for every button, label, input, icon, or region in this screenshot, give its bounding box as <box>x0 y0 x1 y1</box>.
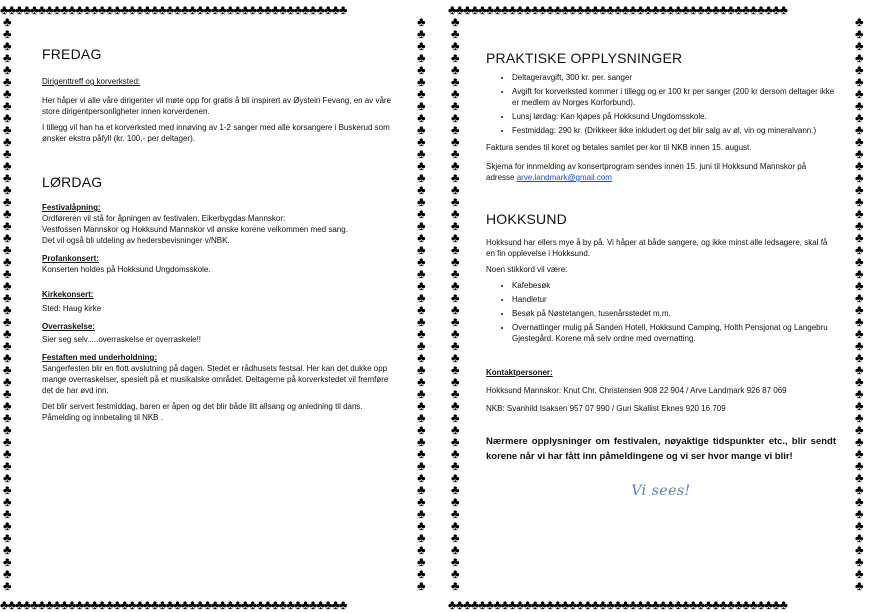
skjema-text <box>486 161 836 183</box>
kontakt-line-1: Hokksund Mannskor: Knut Chr. Christensen 908 22 904 / Arve Landmark 926 87 069 <box>486 386 787 395</box>
decorative-border-left: ♣♣♣♣♣♣♣♣♣♣♣♣♣♣♣♣♣♣♣♣♣♣♣♣♣♣♣♣♣♣♣♣♣♣♣♣♣♣♣♣♣♣♣♣♣♣♣♣ <box>451 16 460 593</box>
faktura-text: Faktura sendes til koret og betales samlet per kor til NKB innen 15. august. <box>486 143 752 152</box>
decorative-border-right: ♣♣♣♣♣♣♣♣♣♣♣♣♣♣♣♣♣♣♣♣♣♣♣♣♣♣♣♣♣♣♣♣♣♣♣♣♣♣♣♣♣♣♣♣♣♣♣♣ <box>855 16 864 593</box>
sub-festaften: Festaften med underholdning: <box>42 353 158 362</box>
festaften-text-2: Det blir servert festmiddag, baren er åpen og det blir både litt allsang og anledning til dans. Påmelding og innbetaling til NKB . <box>42 402 363 422</box>
hokksund-list <box>486 280 836 344</box>
profan-text: Konserten holdes på Hokksund Ungdomsskole. <box>42 265 211 274</box>
page-gutter <box>436 0 448 613</box>
praktisk-list <box>486 72 836 136</box>
right-page <box>448 0 874 613</box>
festival-line-3: Det vil også bli utdeling av hedersbevisninger v/NBK. <box>42 236 230 245</box>
closing-text: Nærmere opplysninger om festivalen, nøyaktige tidspunkter etc., blir sendt korene når vi har fått inn påmeldingene og vi ser hvor mange vi blir! <box>486 436 836 462</box>
skjema-label: Skjema for innmelding av konsertprogram sendes innen 15. juni til Hokksund Mannskor på adresse <box>486 162 807 182</box>
decorative-border-bottom: ♣♣♣♣♣♣♣♣♣♣♣♣♣♣♣♣♣♣♣♣♣♣♣♣♣♣♣♣♣♣♣♣♣♣♣♣♣♣♣♣♣♣♣♣♣♣ <box>0 597 347 612</box>
sub-kontaktpersoner: Kontaktpersoner: <box>486 368 553 377</box>
list-item: • Besøk på Nøstetangen, tusenårsstedet m.m. <box>512 308 836 319</box>
vi-sees-text: Vi sees! <box>631 483 691 499</box>
kirke-text: Sted: Haug kirke <box>42 304 102 313</box>
sub-overraskelse: Overraskelse: <box>42 322 95 331</box>
list-item: • Avgift for korverksted kommer i tillegg og er 100 kr per sanger (200 kr dersom deltager ikke er medlem av Norges Korforbund). <box>512 86 836 108</box>
festival-line-1: Ordføreren vil stå for åpningen av festivalen. Eikerbygdas Mannskor: <box>42 214 286 223</box>
list-item: • Overnattinger mulig på Sanden Hotell, Hokksund Camping, Holth Pensjonat og Langebru Gjestegård. Korene må selv ordne med overnatting. <box>512 322 836 344</box>
decorative-border-bottom: ♣♣♣♣♣♣♣♣♣♣♣♣♣♣♣♣♣♣♣♣♣♣♣♣♣♣♣♣♣♣♣♣♣♣♣♣♣♣♣♣♣♣♣♣♣ <box>448 597 787 612</box>
list-item: • Lunsj lørdag: Kan kjøpes på Hokksund Ungdomsskole. <box>512 111 836 122</box>
sub-profankonsert: Profankonsert: <box>42 254 99 263</box>
heading-praktiske: PRAKTISKE OPPLYSNINGER <box>486 50 683 66</box>
list-item: • Deltageravgift, 300 kr. per. sanger <box>512 72 836 83</box>
email-link[interactable]: arve.landmark@gmail.com <box>516 173 612 182</box>
decorative-border-right: ♣♣♣♣♣♣♣♣♣♣♣♣♣♣♣♣♣♣♣♣♣♣♣♣♣♣♣♣♣♣♣♣♣♣♣♣♣♣♣♣♣♣♣♣♣♣♣♣ <box>417 16 426 593</box>
overraskelse-text: Sier seg selv.....overraskelse er overraskele!! <box>42 335 202 344</box>
decorative-border-top: ♣♣♣♣♣♣♣♣♣♣♣♣♣♣♣♣♣♣♣♣♣♣♣♣♣♣♣♣♣♣♣♣♣♣♣♣♣♣♣♣♣♣♣♣♣♣ <box>0 2 347 17</box>
list-item: • Kafebesøk <box>512 280 836 291</box>
sub-dirigenttreff: Dirigenttreff og korverksted: <box>42 77 141 86</box>
list-item: • Handletur <box>512 294 836 305</box>
fredag-paragraph-2: I tillegg vil han ha et korverksted med innøving av 1-2 sanger med alle korsangere i Buskerud som ønsker ekstra påfyll (kr. 100,- per deltager). <box>42 123 390 143</box>
sub-kirkekonsert: Kirkekonsert: <box>42 290 94 299</box>
festaften-text-1: Sangerfesten blir en flott avslutning på dagen. Stedet er rådhusets festsal. Her kan det dukke opp mange overraskelser, spesielt på et musikalske området. Deltagerne på korverkstedet vil fremføre det de har øvd inn. <box>42 364 389 395</box>
hokksund-paragraph-2: Noen stikkord vil være: <box>486 265 568 274</box>
list-item: • Festmiddag: 290 kr. (Drikkeer ikke inkludert og det blir salg av øl, vin og mineralvann.) <box>512 125 836 136</box>
heading-hokksund: HOKKSUND <box>486 211 567 227</box>
heading-lordag: LØRDAG <box>42 174 103 190</box>
fredag-paragraph-1: Her håper vi alle våre dirigenter vil møte opp for gratis å bli inspirert av Øystein Fevang, en av våre store dirigentpersonligheter innen korverdenen. <box>42 96 392 116</box>
decorative-border-left: ♣♣♣♣♣♣♣♣♣♣♣♣♣♣♣♣♣♣♣♣♣♣♣♣♣♣♣♣♣♣♣♣♣♣♣♣♣♣♣♣♣♣♣♣♣♣♣♣ <box>3 16 12 593</box>
heading-fredag: FREDAG <box>42 46 102 62</box>
left-page <box>0 0 436 613</box>
sub-festivalapning: Festivalåpning: <box>42 203 101 212</box>
kontakt-line-2: NKB: Svanhild Isaksen 957 07 990 / Guri Skallist Eknes 920 16 709 <box>486 404 726 413</box>
festival-line-2: Vestfossen Mannskor og Hokksund Mannskor vil ønske korene velkommen med sang. <box>42 225 348 234</box>
decorative-border-top: ♣♣♣♣♣♣♣♣♣♣♣♣♣♣♣♣♣♣♣♣♣♣♣♣♣♣♣♣♣♣♣♣♣♣♣♣♣♣♣♣♣♣♣♣♣ <box>448 2 787 17</box>
right-content <box>486 50 836 497</box>
left-content <box>42 46 392 423</box>
hokksund-paragraph-1: Hokksund har ellers mye å by på. Vi håper at både sangere, og ikke minst alle ledsagere, skal få en fin opplevelse i Hokksund. <box>486 238 828 258</box>
